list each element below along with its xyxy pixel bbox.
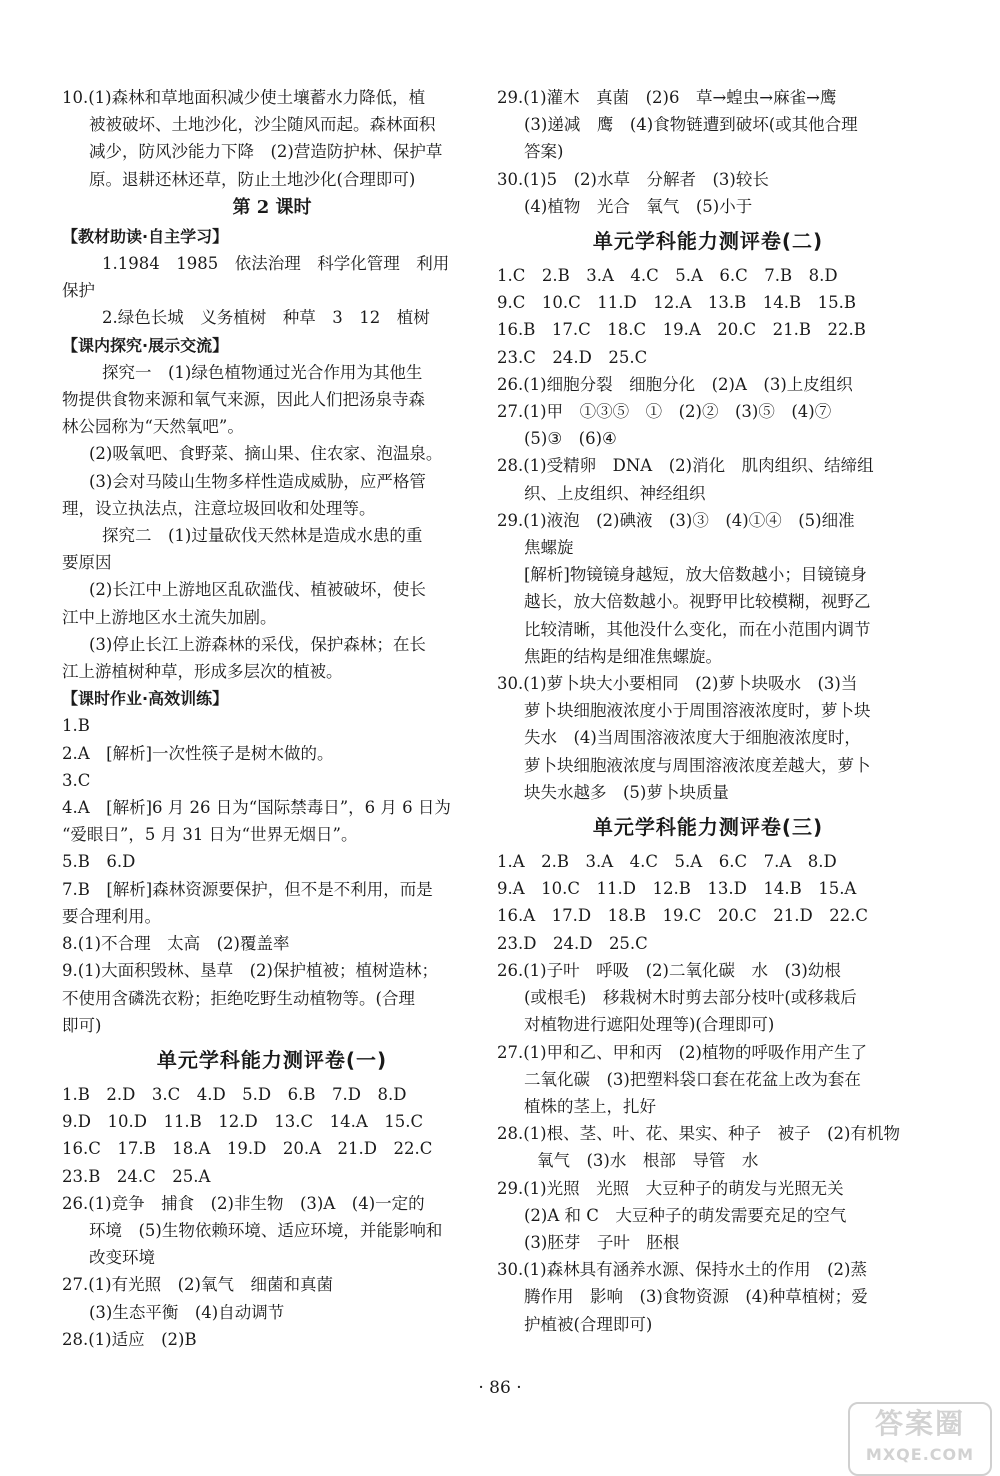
answer-line: 9.A 10.C 11.D 12.B 13.D 14.B 15.A [497, 879, 857, 899]
subsection-label: 【课时作业·高效训练】 [62, 689, 229, 709]
answer-line: (3)胚芽 子叶 胚根 [524, 1232, 680, 1252]
answer-line: 比较清晰，其他没什么变化，而在小范围内调节 [524, 619, 871, 639]
answer-line: 要原因 [62, 553, 112, 573]
answer-line: 1.B [62, 716, 90, 736]
answer-line: (2)A 和 C 大豆种子的萌发需要充足的空气 [524, 1205, 847, 1225]
answer-line: 9.(1)大面积毁林、垦草 (2)保护植被；植树造林； [62, 961, 438, 981]
answer-line: 焦螺旋 [524, 538, 574, 558]
answer-line: 林公园称为“天然氧吧”。 [62, 417, 244, 437]
answer-line: (4)植物 光合 氧气 (5)小于 [524, 196, 753, 216]
answer-line: 9.D 10.D 11.B 12.D 13.C 14.A 15.C [62, 1112, 424, 1132]
answer-line: 失水 (4)当周围溶液浓度大于细胞液浓度时， [524, 728, 861, 748]
page-number: · 86 · [478, 1378, 522, 1398]
answer-line: 30.(1)5 (2)水草 分解者 (3)较长 [497, 169, 769, 189]
answer-line: 28.(1)受精卵 DNA (2)消化 肌肉组织、结缔组 [497, 456, 874, 476]
answer-line: 原。退耕还林还草，防止土地沙化(合理即可) [89, 169, 416, 189]
answer-line: 答案) [524, 142, 564, 162]
answer-line: 织、上皮组织、神经组织 [524, 483, 706, 503]
answer-line: 块失水越多 (5)萝卜块质量 [524, 782, 729, 802]
answer-line: 16.C 17.B 18.A 19.D 20.A 21.D 22.C [62, 1139, 433, 1159]
answer-line: 探究二 (1)过量砍伐天然林是造成水患的重 [102, 526, 423, 546]
answer-line: 23.C 24.D 25.C [497, 347, 648, 367]
section-heading: 单元学科能力测评卷(三) [592, 815, 824, 840]
answer-line: 氧气 (3)水 根部 导管 水 [537, 1151, 759, 1171]
lesson-heading: 第 2 课时 [232, 196, 312, 218]
answer-line: 越长，放大倍数越小。视野甲比较模糊，视野乙 [524, 592, 871, 612]
answer-line: (5)③ (6)④ [524, 429, 617, 449]
answer-line: 5.B 6.D [62, 852, 136, 872]
section-heading: 单元学科能力测评卷(一) [156, 1047, 388, 1072]
answer-line: 29.(1)液泡 (2)碘液 (3)③ (4)①④ (5)细准 [497, 510, 855, 530]
answer-line: 4.A [解析]6 月 26 日为“国际禁毒日”，6 月 6 日为 [62, 798, 451, 818]
answer-line: 要合理利用。 [62, 906, 161, 926]
answer-line: 1.C 2.B 3.A 4.C 5.A 6.C 7.B 8.D [497, 266, 838, 286]
answer-line: (2)吸氧吧、食野菜、摘山果、住农家、泡温泉。 [89, 444, 443, 464]
answer-line: 萝卜块细胞液浓度与周围溶液浓度差越大，萝卜 [524, 755, 871, 775]
answer-line: 植株的茎上，扎好 [524, 1096, 656, 1116]
answer-line: [解析]物镜镜身越短，放大倍数越小；目镜镜身 [524, 565, 867, 585]
watermark-sub-text: MXQE.COM [865, 1445, 975, 1464]
answer-line: 16.A 17.D 18.B 19.C 20.C 21.D 22.C [497, 906, 869, 926]
answer-line: (3)生态平衡 (4)自动调节 [89, 1302, 285, 1322]
answer-line: 护植被(合理即可) [524, 1314, 653, 1334]
answer-line: 1.B 2.D 3.C 4.D 5.D 6.B 7.D 8.D [62, 1084, 407, 1104]
watermark-logo [848, 1402, 992, 1476]
subsection-label: 【课内探究·展示交流】 [62, 335, 229, 355]
answer-line: 26.(1)细胞分裂 细胞分化 (2)A (3)上皮组织 [497, 374, 853, 394]
answer-line: 26.(1)子叶 呼吸 (2)二氧化碳 水 (3)幼根 [497, 960, 841, 980]
answer-line: 28.(1)适应 (2)B [62, 1329, 197, 1349]
answer-line: 30.(1)森林具有涵养水源、保持水土的作用 (2)蒸 [497, 1260, 867, 1280]
answer-line: 保护 [62, 281, 95, 301]
answer-line: 焦距的结构是细准焦螺旋。 [524, 646, 722, 666]
answer-line: 27.(1)甲和乙、甲和丙 (2)植物的呼吸作用产生了 [497, 1042, 867, 1062]
answer-line: 29.(1)灌木 真菌 (2)6 草→蝗虫→麻雀→鹰 [497, 88, 837, 107]
answer-line: 16.B 17.C 18.C 19.A 20.C 21.B 22.B [497, 320, 866, 340]
answer-line: 2.绿色长城 义务植树 种草 3 12 植树 [102, 308, 430, 328]
answer-line: “爱眼日”，5 月 31 日为“世界无烟日”。 [62, 825, 358, 845]
answer-line: 28.(1)根、茎、叶、花、果实、种子 被子 (2)有机物 [497, 1124, 900, 1144]
answer-line: 30.(1)萝卜块大小要相同 (2)萝卜块吸水 (3)当 [497, 674, 858, 694]
section-heading: 单元学科能力测评卷(二) [592, 229, 824, 254]
answer-line: 26.(1)竞争 捕食 (2)非生物 (3)A (4)一定的 [62, 1193, 425, 1213]
answer-line: 探究一 (1)绿色植物通过光合作用为其他生 [102, 362, 423, 382]
answer-line: 27.(1)有光照 (2)氧气 细菌和真菌 [62, 1275, 333, 1295]
answer-line: 对植物进行遮阳处理等)(合理即可) [524, 1015, 775, 1035]
watermark-main-text: 答案圈 [874, 1407, 965, 1440]
right-column [497, 84, 919, 1338]
answer-line: 改变环境 [89, 1248, 155, 1268]
answer-line: 23.D 24.D 25.C [497, 933, 648, 953]
answer-line: 即可) [62, 1015, 102, 1035]
answer-line: 被被破坏、土地沙化，沙尘随风而起。森林面积 [89, 115, 436, 135]
answer-line: (3)停止长江上游森林的采伐，保护森林；在长 [89, 634, 426, 654]
answer-line: 腾作用 影响 (3)食物资源 (4)种草植树；爱 [524, 1287, 868, 1307]
answer-line: 理，设立执法点，注意垃圾回收和处理等。 [62, 498, 376, 518]
answer-line: 减少，防风沙能力下降 (2)营造防护林、保护草 [89, 142, 443, 162]
subsection-label: 【教材助读·自主学习】 [62, 226, 229, 246]
answer-line: 1.1984 1985 依法治理 科学化管理 利用 [102, 254, 450, 274]
answer-line: 物提供食物来源和氧气来源，因此人们把汤泉寺森 [62, 390, 425, 410]
answer-line: (2)长江中上游地区乱砍滥伐、植被破坏，使长 [89, 580, 426, 600]
answer-line: 江上游植树种草，形成多层次的植被。 [62, 662, 343, 682]
left-column [62, 84, 482, 1353]
answer-line: 3.C [62, 770, 91, 790]
answer-line: 9.C 10.C 11.D 12.A 13.B 14.B 15.B [497, 293, 856, 313]
answer-line: 23.B 24.C 25.A [62, 1166, 211, 1186]
answer-line: 27.(1)甲 ①③⑤ ① (2)② (3)⑤ (4)⑦ [497, 402, 832, 422]
answer-line: (或根毛) 移栽树木时剪去部分枝叶(或移栽后 [524, 988, 857, 1008]
answer-line: 1.A 2.B 3.A 4.C 5.A 6.C 7.A 8.D [497, 852, 837, 872]
answer-line: (3)会对马陵山生物多样性造成威胁，应严格管 [89, 471, 426, 491]
answer-line: 29.(1)光照 光照 大豆种子的萌发与光照无关 [497, 1178, 844, 1198]
answer-line: 8.(1)不合理 太高 (2)覆盖率 [62, 934, 290, 954]
answer-line: 2.A [解析]一次性筷子是树木做的。 [62, 743, 334, 763]
answer-line: 二氧化碳 (3)把塑料袋口套在花盆上改为套在 [524, 1069, 861, 1089]
answer-line: 环境 (5)生物依赖环境、适应环境，并能影响和 [89, 1220, 443, 1240]
answer-line: 江中上游地区水土流失加剧。 [62, 607, 277, 627]
answer-line: 萝卜块细胞液浓度小于周围溶液浓度时，萝卜块 [524, 701, 871, 721]
answer-line: (3)递减 鹰 (4)食物链遭到破坏(或其他合理 [524, 115, 858, 135]
answer-line: 不使用含磷洗衣粉；拒绝吃野生动植物等。(合理 [62, 988, 415, 1008]
answer-line: 10.(1)森林和草地面积减少使土壤蓄水力降低，植 [62, 88, 426, 107]
answer-line: 7.B [解析]森林资源要保护，但不是不利用，而是 [62, 879, 433, 899]
